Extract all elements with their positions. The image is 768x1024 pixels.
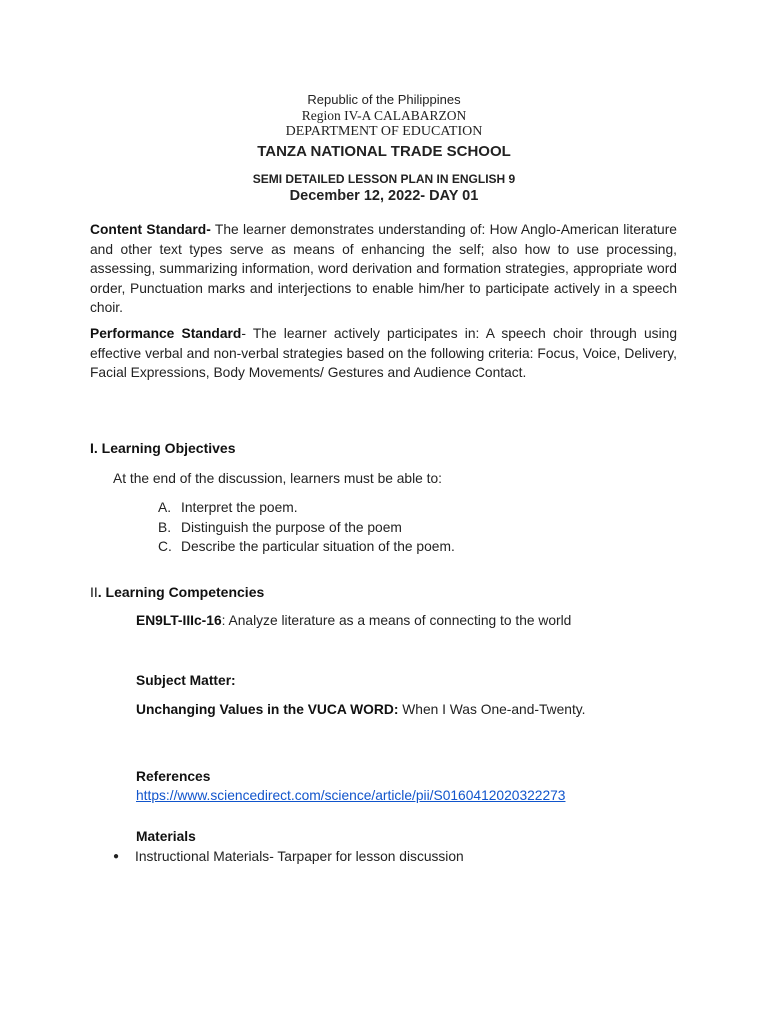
list-item xyxy=(158,518,455,538)
competency-text: : Analyze literature as a means of connecting to the world xyxy=(221,613,572,628)
performance-standard xyxy=(90,324,677,383)
document-header xyxy=(0,92,768,205)
list-marker: B. xyxy=(158,519,172,535)
list-item xyxy=(158,498,455,518)
list-item-text: Interpret the poem. xyxy=(181,500,298,515)
references-label: References xyxy=(136,769,211,784)
header-department: DEPARTMENT OF EDUCATION xyxy=(285,124,483,139)
objectives-heading: I. Learning Objectives xyxy=(90,440,236,456)
subject-matter-label: Subject Matter: xyxy=(136,673,236,688)
subject-title-text: When I Was One-and-Twenty. xyxy=(398,702,586,717)
list-item-text: Distinguish the purpose of the poem xyxy=(181,519,402,535)
subject-title-label: Unchanging Values in the VUCA WORD: xyxy=(136,702,399,717)
content-standard-text: The learner demonstrates understanding of: How Anglo-American literature and other text types serve as means of enhancing the self; also how to use processing, assessing, summarizing information, word derivation and formation strategies, appropriate word order, Punctuation marks and interjections to enable him/her to participate actively in a speech choir. xyxy=(90,222,677,315)
plan-title: SEMI DETAILED LESSON PLAN IN ENGLISH 9 xyxy=(252,172,516,186)
references-entry xyxy=(136,786,565,806)
header-region: Region IV-A CALABARZON xyxy=(301,108,467,123)
competencies-heading-number: II xyxy=(90,584,98,600)
competencies-heading xyxy=(90,583,264,603)
list-item-text: Describe the particular situation of the poem. xyxy=(181,539,455,554)
list-item xyxy=(113,847,464,867)
material-item: Instructional Materials- Tarpaper for lesson discussion xyxy=(135,849,464,864)
plan-date: December 12, 2022- DAY 01 xyxy=(289,188,479,204)
competency-entry xyxy=(136,611,571,631)
reference-link[interactable]: https://www.sciencedirect.com/science/article/pii/S0160412020322273 xyxy=(136,788,566,803)
content-standard xyxy=(90,220,677,318)
header-republic: Republic of the Philippines xyxy=(307,92,461,107)
objectives-intro: At the end of the discussion, learners must be able to: xyxy=(113,471,443,486)
content-standard-label: Content Standard- xyxy=(90,222,211,237)
competencies-heading-text: . Learning Competencies xyxy=(97,584,265,600)
list-marker: A. xyxy=(158,500,172,515)
objectives-list xyxy=(158,498,455,557)
list-item xyxy=(158,537,455,557)
school-name: TANZA NATIONAL TRADE SCHOOL xyxy=(257,143,511,160)
performance-standard-text: - The learner actively participates in: A speech choir through using effective verbal and non-verbal strategies based on the following criteria: Focus, Voice, Delivery, Facial Expressions, Body Movements/ Gestures and Audience Contact. xyxy=(90,326,677,380)
bullet-icon: ● xyxy=(113,851,120,862)
materials-label: Materials xyxy=(136,829,196,844)
competency-code: EN9LT-IIIc-16 xyxy=(136,613,222,628)
subject-matter-title xyxy=(136,700,586,720)
list-marker: C. xyxy=(158,539,172,554)
performance-standard-label: Performance Standard xyxy=(90,326,242,341)
